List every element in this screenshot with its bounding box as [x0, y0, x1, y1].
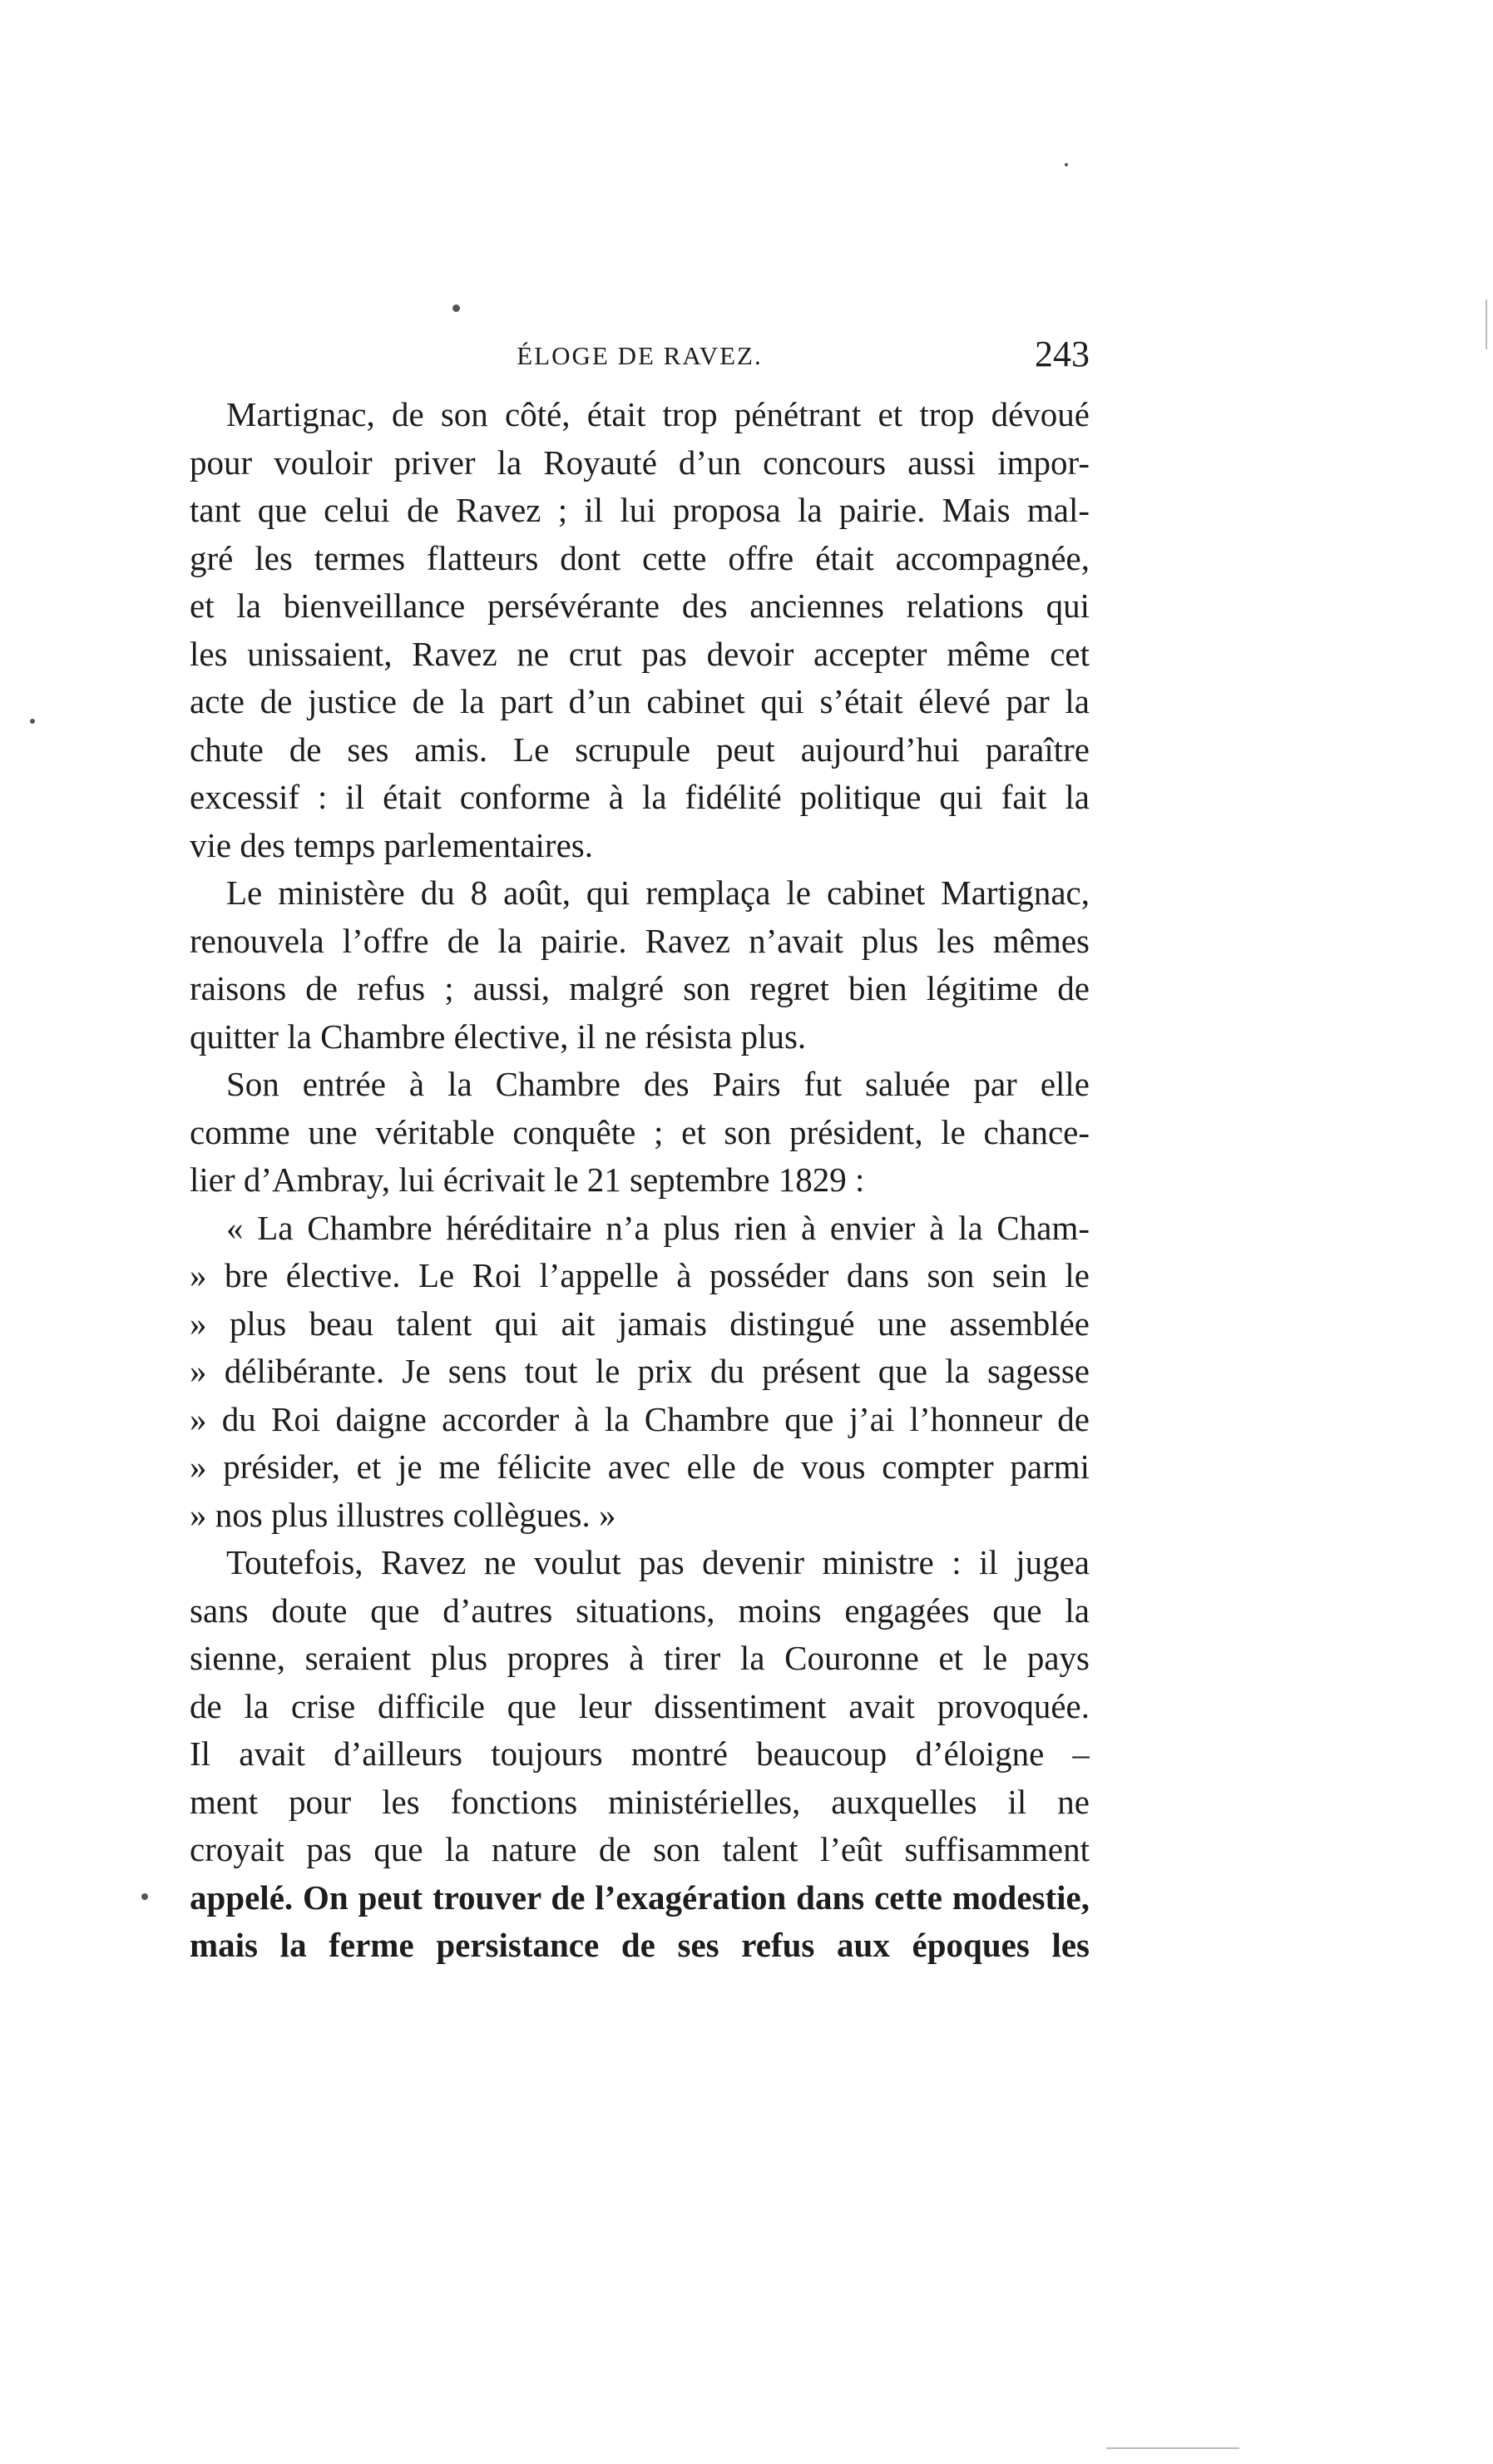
text-line: quitter la Chambre élective, il ne résista plus.	[190, 1017, 807, 1056]
page-edge-mark	[1486, 299, 1487, 349]
scan-speck	[452, 304, 460, 312]
text-line: acte de justice de la part d’un cabinet qui s’était élevé par la	[190, 682, 1090, 720]
text-line: chute de ses amis. Le scrupule peut aujourd’hui paraître	[190, 730, 1090, 769]
text-line: raisons de refus ; aussi, malgré son regret bien légitime de	[190, 969, 1090, 1007]
text-line: gré les termes flatteurs dont cette offre était accompagnée,	[190, 538, 1090, 577]
text-line: pour vouloir priver la Royauté d’un concours aussi impor-	[190, 443, 1090, 482]
text-line: Son entrée à la Chambre des Pairs fut saluée par elle	[226, 1065, 1090, 1103]
text-line: Le ministère du 8 août, qui remplaça le cabinet Martignac,	[226, 873, 1090, 912]
quote-line: » nos plus illustres collègues. »	[190, 1495, 616, 1534]
quote-line: » délibérante. Je sens tout le prix du présent que la sagesse	[190, 1352, 1090, 1390]
text-line: mais la ferme persistance de ses refus aux époques les	[190, 1926, 1090, 1964]
quote-line: » présider, et je me félicite avec elle de vous compter parmi	[190, 1447, 1090, 1486]
text-line: Il avait d’ailleurs toujours montré beaucoup d’éloigne –	[190, 1734, 1090, 1773]
text-line: et la bienveillance persévérante des anciennes relations qui	[190, 586, 1090, 625]
quote-line: « La Chambre héréditaire n’a plus rien à envier à la Cham-	[226, 1208, 1090, 1247]
page-edge-mark	[1106, 2447, 1239, 2449]
page-header	[190, 336, 1090, 386]
running-title: ÉLOGE DE RAVEZ.	[517, 341, 763, 370]
body-text	[190, 391, 1090, 1970]
text-line: sienne, seraient plus propres à tirer la Couronne et le pays	[190, 1639, 1090, 1677]
text-line: Martignac, de son côté, était trop pénétrant et trop dévoué	[226, 395, 1090, 433]
quote-line: » du Roi daigne accorder à la Chambre que j’ai l’honneur de	[190, 1399, 1090, 1438]
text-line: excessif : il était conforme à la fidélité politique qui fait la	[190, 778, 1090, 816]
quote-line: » bre élective. Le Roi l’appelle à posséder dans son sein le	[190, 1256, 1090, 1294]
text-line: tant que celui de Ravez ; il lui proposa la pairie. Mais mal-	[190, 491, 1090, 529]
quote-line: » plus beau talent qui ait jamais distingué une assemblée	[190, 1304, 1090, 1343]
text-line: comme une véritable conquête ; et son président, le chance-	[190, 1112, 1090, 1151]
text-line: appelé. On peut trouver de l’exagération dans cette modestie,	[190, 1878, 1090, 1917]
text-line: vie des temps parlementaires.	[190, 825, 593, 864]
text-line: les unissaient, Ravez ne crut pas devoir accepter même cet	[190, 634, 1090, 673]
page-number: 243	[1035, 334, 1090, 374]
text-line: renouvela l’offre de la pairie. Ravez n’avait plus les mêmes	[190, 921, 1090, 960]
scan-speck	[30, 719, 35, 724]
text-line: Toutefois, Ravez ne voulut pas devenir ministre : il jugea	[226, 1543, 1090, 1581]
text-line: sans doute que d’autres situations, moins engagées que la	[190, 1591, 1090, 1630]
text-line: lier d’Ambray, lui écrivait le 21 septembre 1829 :	[190, 1160, 865, 1199]
scan-speck	[141, 1893, 148, 1900]
text-line: croyait pas que la nature de son talent l’eût suffisamment	[190, 1830, 1090, 1868]
scan-speck	[1065, 163, 1068, 166]
text-line: ment pour les fonctions ministérielles, auxquelles il ne	[190, 1782, 1090, 1821]
text-line: de la crise difficile que leur dissentiment avait provoquée.	[190, 1686, 1090, 1725]
